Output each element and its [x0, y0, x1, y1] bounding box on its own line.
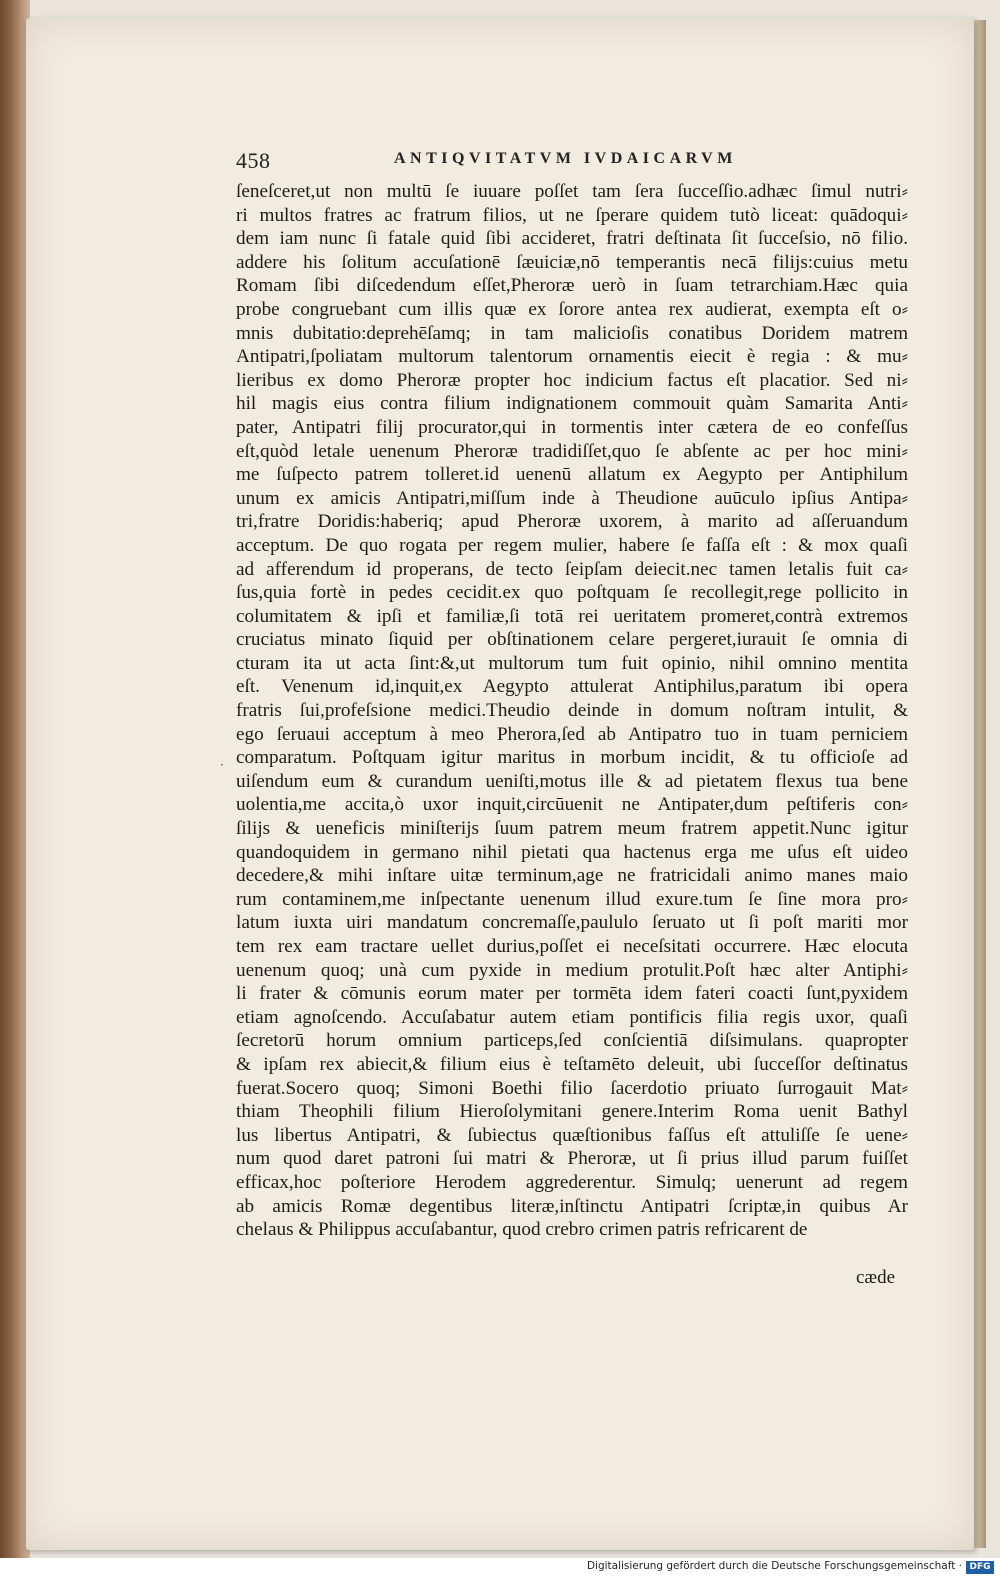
text-line: ri multos fratres ac fratrum filios, ut ne ſperare quidem tutò liceat: quādoqui⸗ [236, 204, 908, 226]
text-line: num quod daret patroni ſui matri & Pheroræ, ut ſi prius illud parum fuiſſet [236, 1148, 908, 1170]
text-line: Antipatri,ſpoliatam multorum talentorum ornamentis eiecit è regia : & mu⸗ [236, 346, 908, 368]
page-number: 458 [236, 148, 271, 173]
text-line: thiam Theophili filium Hieroſolymitani genere.Interim Roma uenit Bathyl [236, 1101, 908, 1123]
text-line: ſilijs & ueneficis miniſterijs ſuum patrem meum fratrem appetit.Nunc igitur [236, 818, 908, 840]
text-line: tri,fratre Doridis:haberiq; apud Pheroræ uxorem, à marito ad aſſeruandum [236, 511, 908, 533]
text-line: latum iuxta uiri mandatum concremaſſe,paululo ſeruato ut ſi poſt mariti mor [236, 912, 908, 934]
text-line: rum contaminem,me inſpectante uenenum illud exure.tum ſe ſine mora pro⸗ [236, 888, 908, 910]
text-line: columitatem & ipſi et familiæ,ſi totā rei ueritatem promeret,contrà extremos [236, 605, 908, 627]
text-line: comparatum. Poſtquam igitur maritus in morbum incidit, & tu officioſe ad [236, 747, 908, 769]
digitization-credit: Digitalisierung gefördert durch die Deutsche Forschungsgemeinschaft · [586, 1560, 962, 1572]
text-line: uiſendum eum & curandum ueniſti,motus ille & ad pietatem flexus tua bene [236, 770, 908, 792]
text-line: fratris ſui,profeſsione medici.Theudio deinde in domum noſtram intulit, & [236, 700, 908, 722]
text-line: probe congruebant cum illis quæ ex ſorore antea rex audierat, exempta eſt o⸗ [236, 298, 908, 320]
text-line: pater, Antipatri filij procurator,qui in tormentis inter cætera de eo confeſſus [236, 416, 908, 438]
text-line: acceptum. De quo rogata per regem mulier, habere ſe faſſa eſt : & mox quaſi [236, 534, 908, 556]
text-line: cruciatus minato ſiquid per obſtinationem celare pergeret,iurauit ſe omnia di [236, 629, 908, 651]
page-fore-edge [972, 20, 986, 1548]
text-line: tem rex eam tractare uellet durius,poſſet ei neceſsitati occurrere. Hæc elocuta [236, 936, 908, 957]
dfg-logo: DFG [966, 1561, 994, 1574]
text-line: ſecretorū horum omnium particeps,ſed conſcientiā diſsimulans. quapropter [236, 1030, 908, 1052]
text-line: fuerat.Socero quoq; Simoni Boethi filio ſacerdotio priuato ſurrogauit Mat⸗ [236, 1077, 908, 1099]
text-line: eſt. Venenum id,inquit,ex Aegypto attulerat Antiphilus,paratum ibi opera [236, 676, 908, 698]
text-line: Romam ſibi diſcedendum eſſet,Pheroræ uerò in ſuam tetrarchiam.Hæc quia [236, 275, 908, 297]
text-line: me ſuſpecto patrem tolleret.id uenenū allatum ex Aegypto per Antiphilum [236, 464, 908, 486]
text-line: dem iam nunc ſi fatale quid ſibi accideret, fratri deſtinata ſit ſucceſsio, nō filio. [236, 228, 908, 250]
text-line: ſus,quia fortè in pedes cecidit.ex quo poſtquam ſe recollegit,rege pollicito in [236, 582, 908, 604]
body-text [236, 180, 908, 1242]
catchword: cæde [856, 1267, 896, 1288]
text-line: ad afferendum id properans, de tecto ſeipſam deiecit.nec tamen letalis fuit ca⸗ [236, 558, 908, 580]
margin-mark: · [220, 758, 224, 772]
text-line: uolentia,me accita,ò uxor inquit,circūuenit ne Antipater,dum peſtiferis con⸗ [236, 794, 908, 816]
text-line: etiam agnoſcendo. Accuſabatur autem etiam pontificis filia regis uxor, quaſi [236, 1006, 908, 1028]
text-line: ego ſeruaui acceptum à meo Pherora,ſed ab Antipatro tuo in tuam perniciem [236, 723, 908, 745]
text-line: & ipſam rex abiecit,& filium eius è teſtamēto deleuit, ubi ſucceſſor deſtinatus [236, 1053, 908, 1075]
text-line: uenenum quoq; unà cum pyxide in medium protulit.Poſt hæc alter Antiphi⸗ [236, 959, 908, 981]
text-line: decedere,& mihi inſtare uitæ terminum,age ne fratricidali animo manes maio [236, 865, 908, 887]
running-title: ANTIQVITATVM IVDAICARVM [394, 150, 737, 167]
text-line: cturam ita ut acta ſint:&,ut multorum tum fuit opinio, nihil omnino mentita [236, 652, 908, 674]
text-line: efficax,hoc poſteriore Herodem aggrederentur. Simulq; uenerunt ad regem [236, 1171, 908, 1193]
page-header [236, 148, 904, 176]
text-line: chelaus & Philippus accuſabantur, quod crebro crimen patris refricarent de [236, 1219, 808, 1241]
text-line: eſt,quòd letale uenenum Pheroræ tradidiſſet,quo ſe abſente ac per hoc mini⸗ [236, 440, 908, 462]
text-line: quandoquidem in germano nihil pietati qua hactenus erga me uſus eſt uideo [236, 841, 908, 863]
text-line: hil magis eius contra filium indignationem commouit quàm Samarita Anti⸗ [236, 393, 908, 415]
text-line: ſeneſceret,ut non multū ſe iuuare poſſet tam ſera ſucceſſio.adhæc ſimul nutri⸗ [236, 181, 908, 202]
text-line: lieribus ex domo Pheroræ propter hoc indicium factus eſt placatior. Sed ni⸗ [236, 369, 908, 391]
text-line: ab amicis Romæ degentibus literæ,inſtinctu Antipatri ſcriptæ,in quibus Ar [236, 1195, 908, 1217]
text-line: addere his ſolitum accuſationē ſæuiciæ,nō temperantis necā filijs:cuius metu [236, 251, 908, 273]
text-line: unum ex amicis Antipatri,miſſum inde à Theudione auūculo ipſius Antipa⸗ [236, 487, 908, 509]
text-line: lus libertus Antipatri, & ſubiectus quæſtionibus faſſus eſt attuliſſe ſe uene⸗ [236, 1124, 908, 1146]
text-line: li frater & cōmunis eorum mater per tormēta idem fateri coacti ſunt,pyxidem [236, 983, 908, 1005]
text-line: mnis dubitatio:deprehēſamq; in tam malicioſis conatibus Doridem matrem [236, 322, 908, 344]
